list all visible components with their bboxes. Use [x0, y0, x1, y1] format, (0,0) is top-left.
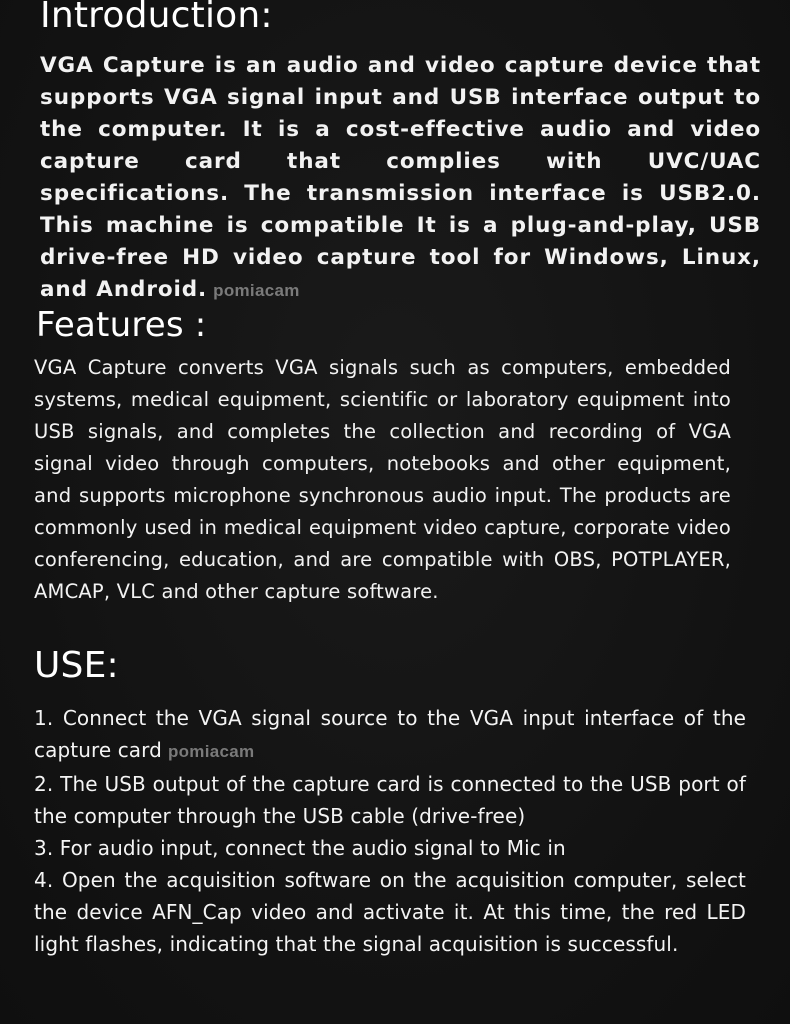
introduction-heading: Introduction: [40, 0, 273, 36]
features-paragraph: VGA Capture converts VGA signals such as computers, embedded systems, medical equipment, scientific or laboratory equipment into USB signals, and completes the collection and recording of VGA signal video through computers, notebooks and other equipment, and supports microphone synchronous audio input. The products are commonly used in medical equipment video capture, corporate video conferencing, education, and are compatible with OBS, POTPLAYER, AMCAP, VLC and other capture software. [34, 356, 731, 603]
introduction-paragraph [40, 50, 761, 307]
features-heading: Features : [36, 305, 207, 345]
use-heading: USE: [34, 645, 119, 686]
use-step-2 [34, 768, 746, 832]
use-step-text: 4. Open the acquisition software on the acquisition computer, select the device AFN_Cap video and activate it. At this time, the red LED light flashes, indicating that the signal acquisition is successful. [34, 868, 746, 956]
use-step-text: 1. Connect the VGA signal source to the VGA input interface of the capture card [34, 706, 746, 762]
watermark-text: pomiacam [213, 281, 300, 300]
watermark-text: pomiacam [167, 742, 255, 761]
use-step-text: 2. The USB output of the capture card is connected to the USB port of the computer through the USB cable (drive-free) [34, 772, 746, 828]
use-step-1 [34, 702, 746, 768]
use-step-4 [34, 864, 746, 960]
introduction-text: VGA Capture is an audio and video capture device that supports VGA signal input and USB interface output to the computer. It is a cost-effective audio and video capture card that complies with UVC/UAC specifications. The transmission interface is USB2.0. This machine is compatible It is a plug-and-play, USB drive-free HD video capture tool for Windows, Linux, and Android. [40, 53, 761, 302]
use-step-3 [34, 832, 746, 864]
use-step-text: 3. For audio input, connect the audio signal to Mic in [34, 836, 566, 860]
use-steps-list [34, 702, 746, 960]
